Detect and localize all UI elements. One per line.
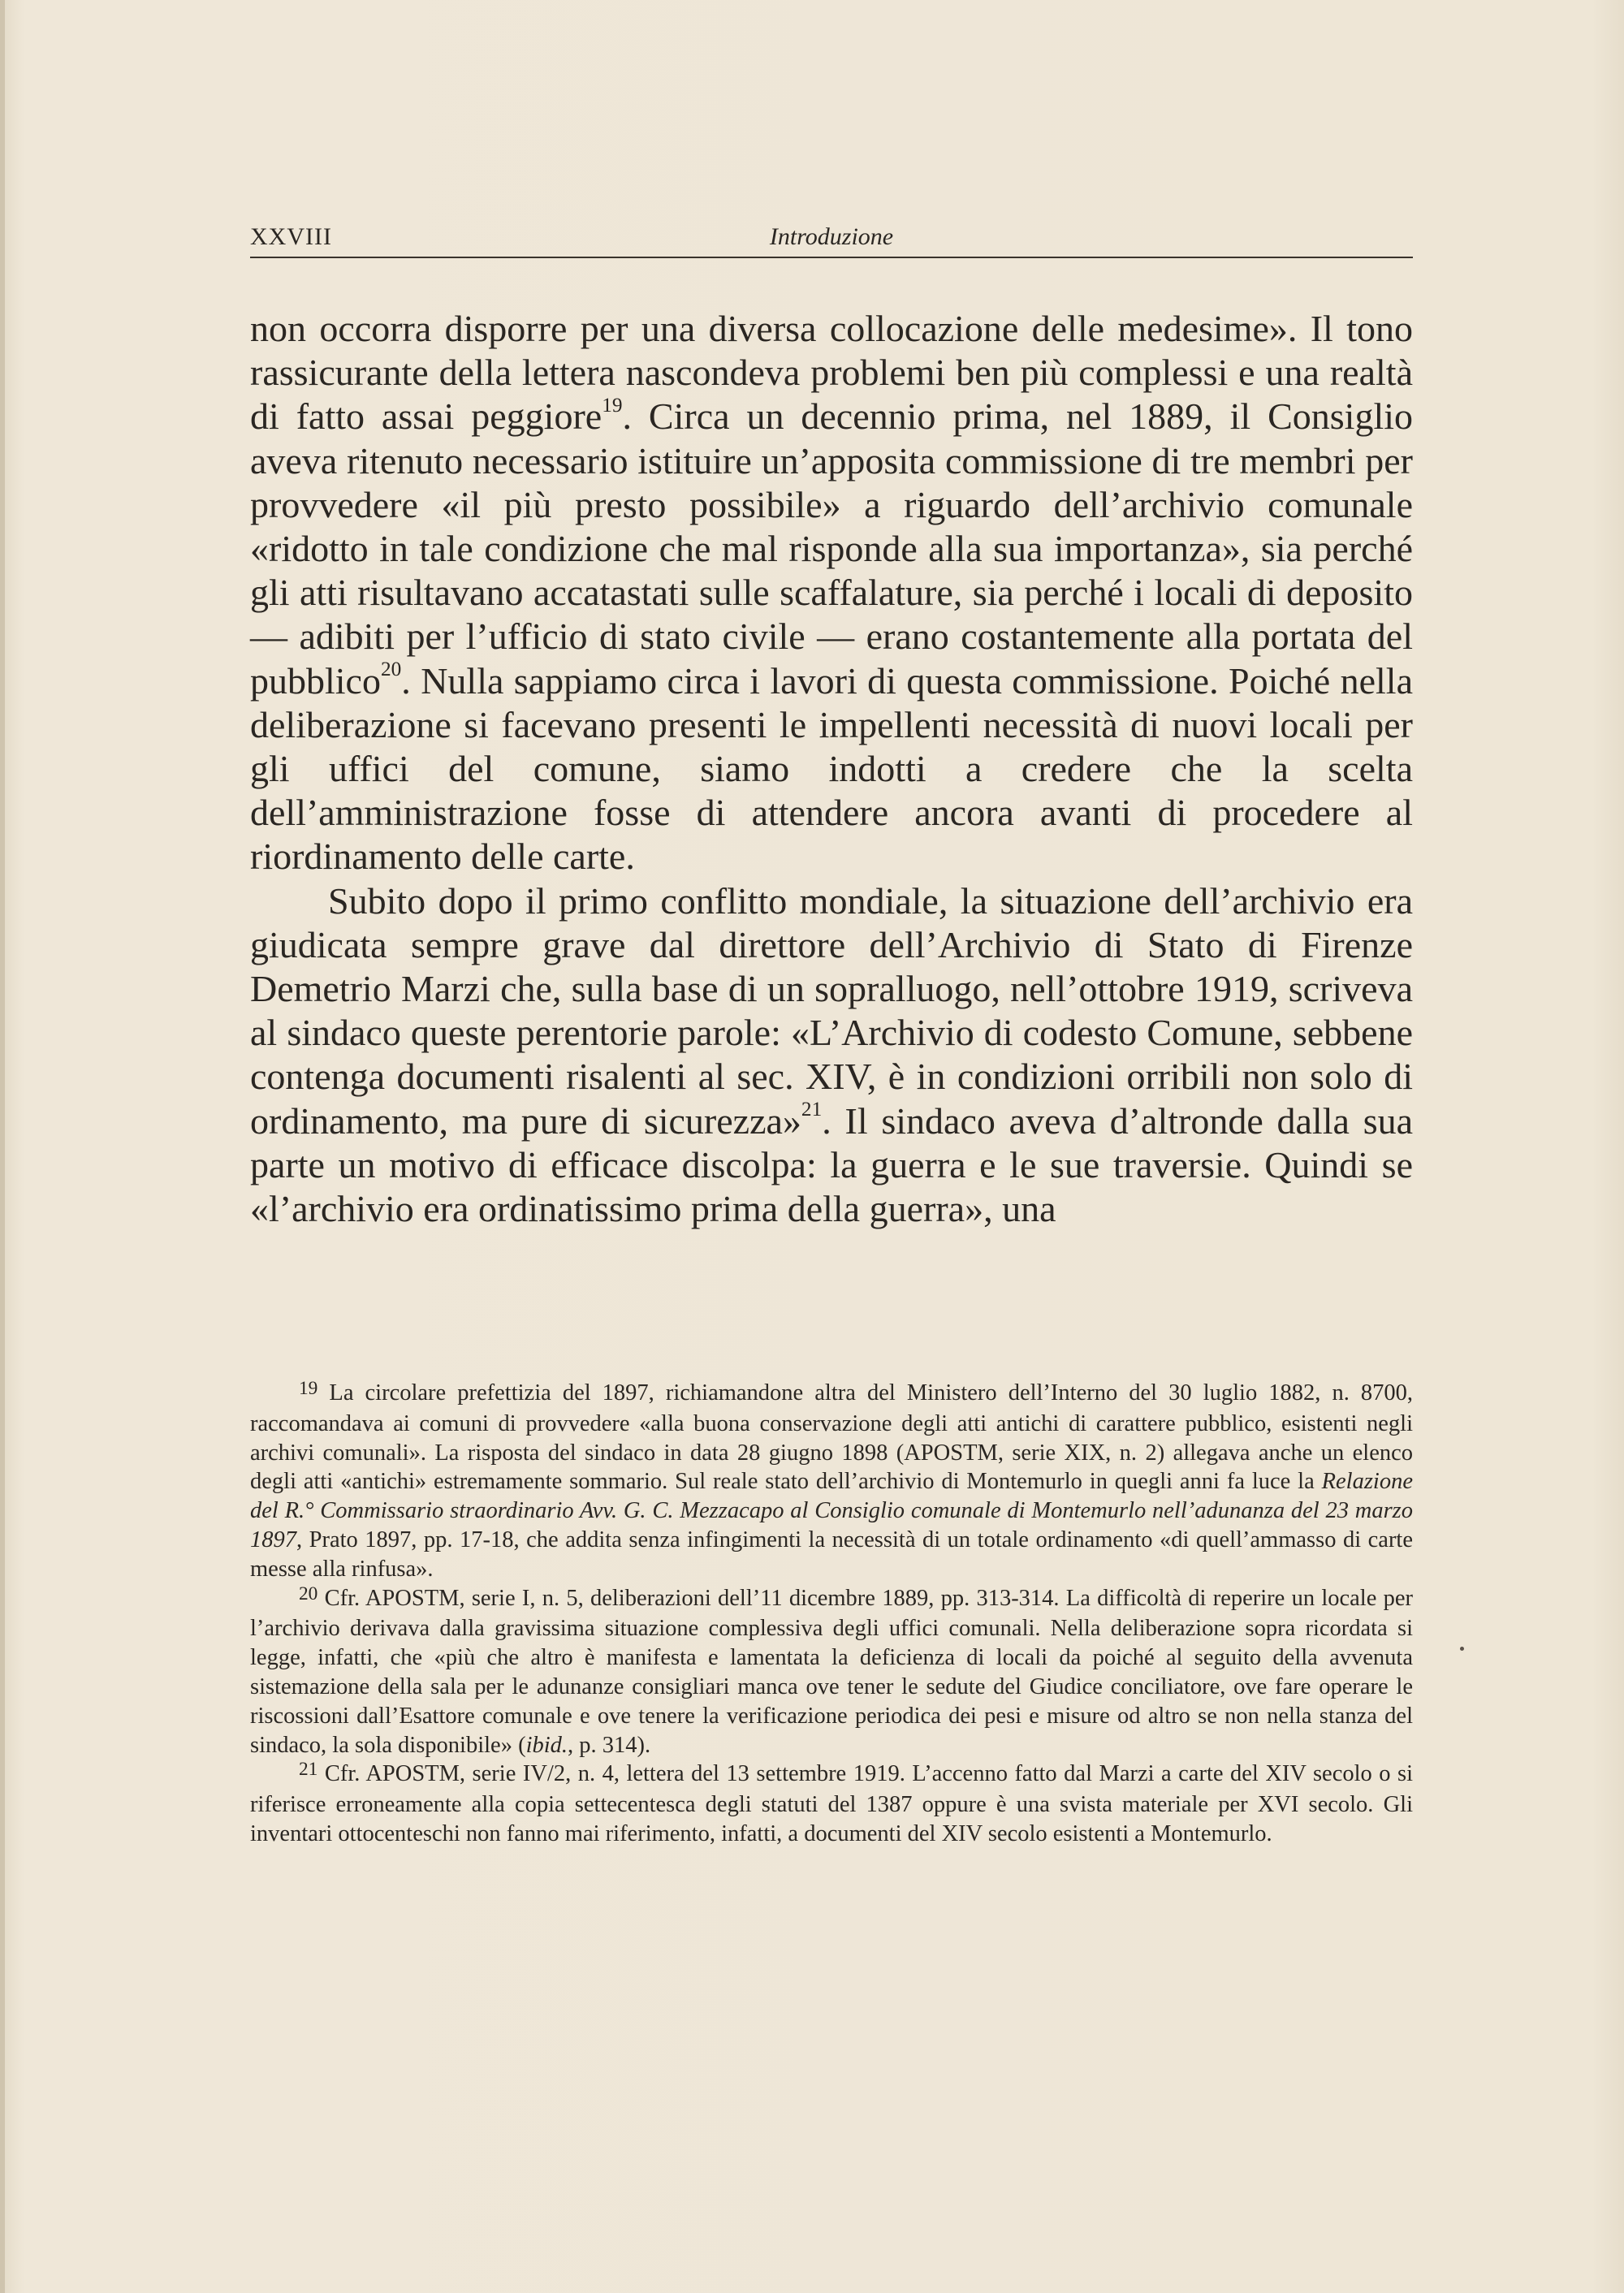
running-head bbox=[250, 218, 1413, 257]
page-number: XXVIII bbox=[250, 223, 332, 250]
footnote-19-text-b: , Prato 1897, pp. 17-18, che addita senza infingimenti la necessità di un totale ordinamento «di quell’ammasso di carte messe alla rinfusa». bbox=[250, 1527, 1413, 1582]
paragraph-1-text-c: . Nulla sappiamo circa i lavori di questa commissione. Poiché nella deliberazione si facevano presenti le impellenti necessità di nuovi locali per gli uffici del comune, siamo indotti a credere che la scelta dell’amministrazione fosse di attendere ancora avanti di procedere al riordinamento delle carte. bbox=[250, 659, 1413, 878]
footnote-20 bbox=[250, 1584, 1413, 1760]
footnotes bbox=[250, 1379, 1413, 1849]
paragraph-2-text-a: Subito dopo il primo conflitto mondiale, la situazione dell’archivio era giudicata sempre grave dal direttore dell’Archivio di Stato di Firenze Demetrio Marzi che, sulla base di un sopralluogo, nell’ottobre 1919, scriveva al sindaco queste perentorie parole: «L’Archivio di codesto Comune, sebbene contenga documenti risalenti al sec. XIV, è in condizioni orribili non solo di ordinamento, ma pure di sicurezza» bbox=[250, 879, 1413, 1142]
footnote-19-italic: Relazione del R.° Commissario straordinario Avv. G. C. Mezzacapo al Consiglio comunale di Montemurlo nell’adunanza del 23 marzo 1897 bbox=[250, 1469, 1413, 1552]
footnote-20-text-b: , p. 314). bbox=[568, 1732, 651, 1758]
footnote-20-text-a: Cfr. APOSTM, serie I, n. 5, deliberazioni dell’11 dicembre 1889, pp. 313-314. La difficoltà di reperire un locale per l’archivio derivava dalla gravissima situazione complessiva degli uffici comunali. Nella deliberazione sopra ricordata si legge, infatti, che «più che altro è manifesta e lamentata la deficienza di locali da poiché al seguito della avvenuta sistemazione della sala per le adunanze consigliari manca ove tener le sedute del Giudice conciliatore, ove fare operare le riscossioni dall’Esattore comunale e ove tenere la verificazione periodica dei pesi e misure od altro se non nella stanza del sindaco, la sola disponibile» ( bbox=[250, 1585, 1413, 1758]
footnote-ref-21: 21 bbox=[801, 1098, 823, 1121]
paragraph-2 bbox=[250, 879, 1413, 1232]
footnote-number: 21 bbox=[299, 1759, 318, 1781]
main-text bbox=[250, 307, 1413, 1231]
footnote-21-text: Cfr. APOSTM, serie IV/2, n. 4, lettera del 13 settembre 1919. L’accenno fatto dal Marzi a carte del XIV secolo o si riferisce erroneamente alla copia settecentesca degli statuti del 1387 oppure è una svista materiale per XVI secolo. Gli inventari ottocenteschi non fanno mai riferimento, infatti, a documenti del XIV secolo esistenti a Montemurlo. bbox=[250, 1761, 1414, 1846]
footnote-21 bbox=[250, 1760, 1413, 1848]
page-edge bbox=[0, 0, 5, 2293]
footnote-number: 20 bbox=[299, 1583, 318, 1604]
running-title: Introduzione bbox=[769, 223, 894, 250]
footnote-19 bbox=[250, 1379, 1413, 1584]
footnote-ref-20: 20 bbox=[380, 658, 402, 681]
paragraph-2-text-b: . Il sindaco aveva d’altronde dalla sua parte un motivo di efficace discolpa: la guerra e le sue traversie. Quindi se «l’archivio era ordinatissimo prima della guerra», una bbox=[250, 1099, 1414, 1230]
header-rule bbox=[250, 257, 1413, 258]
footnote-ref-19: 19 bbox=[602, 394, 623, 417]
margin-speck bbox=[1460, 1647, 1464, 1651]
footnote-19-text-a: La circolare prefettizia del 1897, richiamandone altra del Ministero dell’Interno del 30 luglio 1882, n. 8700, raccomandava ai comuni di provvedere «alla buona conservazione degli atti antichi di carattere pubblico, esistenti negli archivi comunali». La risposta del sindaco in data 28 giugno 1898 (APOSTM, serie XIX, n. 2) allegava anche un elenco degli atti «antichi» estremamente sommario. Sul reale stato dell’archivio di Montemurlo in quegli anni fa luce la bbox=[250, 1380, 1414, 1495]
footnote-20-italic: ibid. bbox=[525, 1732, 568, 1758]
paragraph-1-text-a: non occorra disporre per una diversa collocazione delle medesime». Il tono rassicurante della lettera nascondeva problemi ben più complessi e una realtà di fatto assai peggiore bbox=[250, 308, 1413, 438]
paragraph-1-text-b: . Circa un decennio prima, nel 1889, il Consiglio aveva ritenuto necessario istituire un’apposita commissione di tre membri per provvedere «il più presto possibile» a riguardo dell’archivio comunale «ridotto in tale condizione che mal risponde alla sua importanza», sia perché gli atti risultavano accatastati sulle scaffalature, sia perché i locali di deposito — adibiti per l’ufficio di stato civile — erano costantemente alla portata del pubblico bbox=[250, 395, 1413, 702]
paragraph-1 bbox=[250, 307, 1413, 879]
footnote-number: 19 bbox=[299, 1378, 318, 1399]
